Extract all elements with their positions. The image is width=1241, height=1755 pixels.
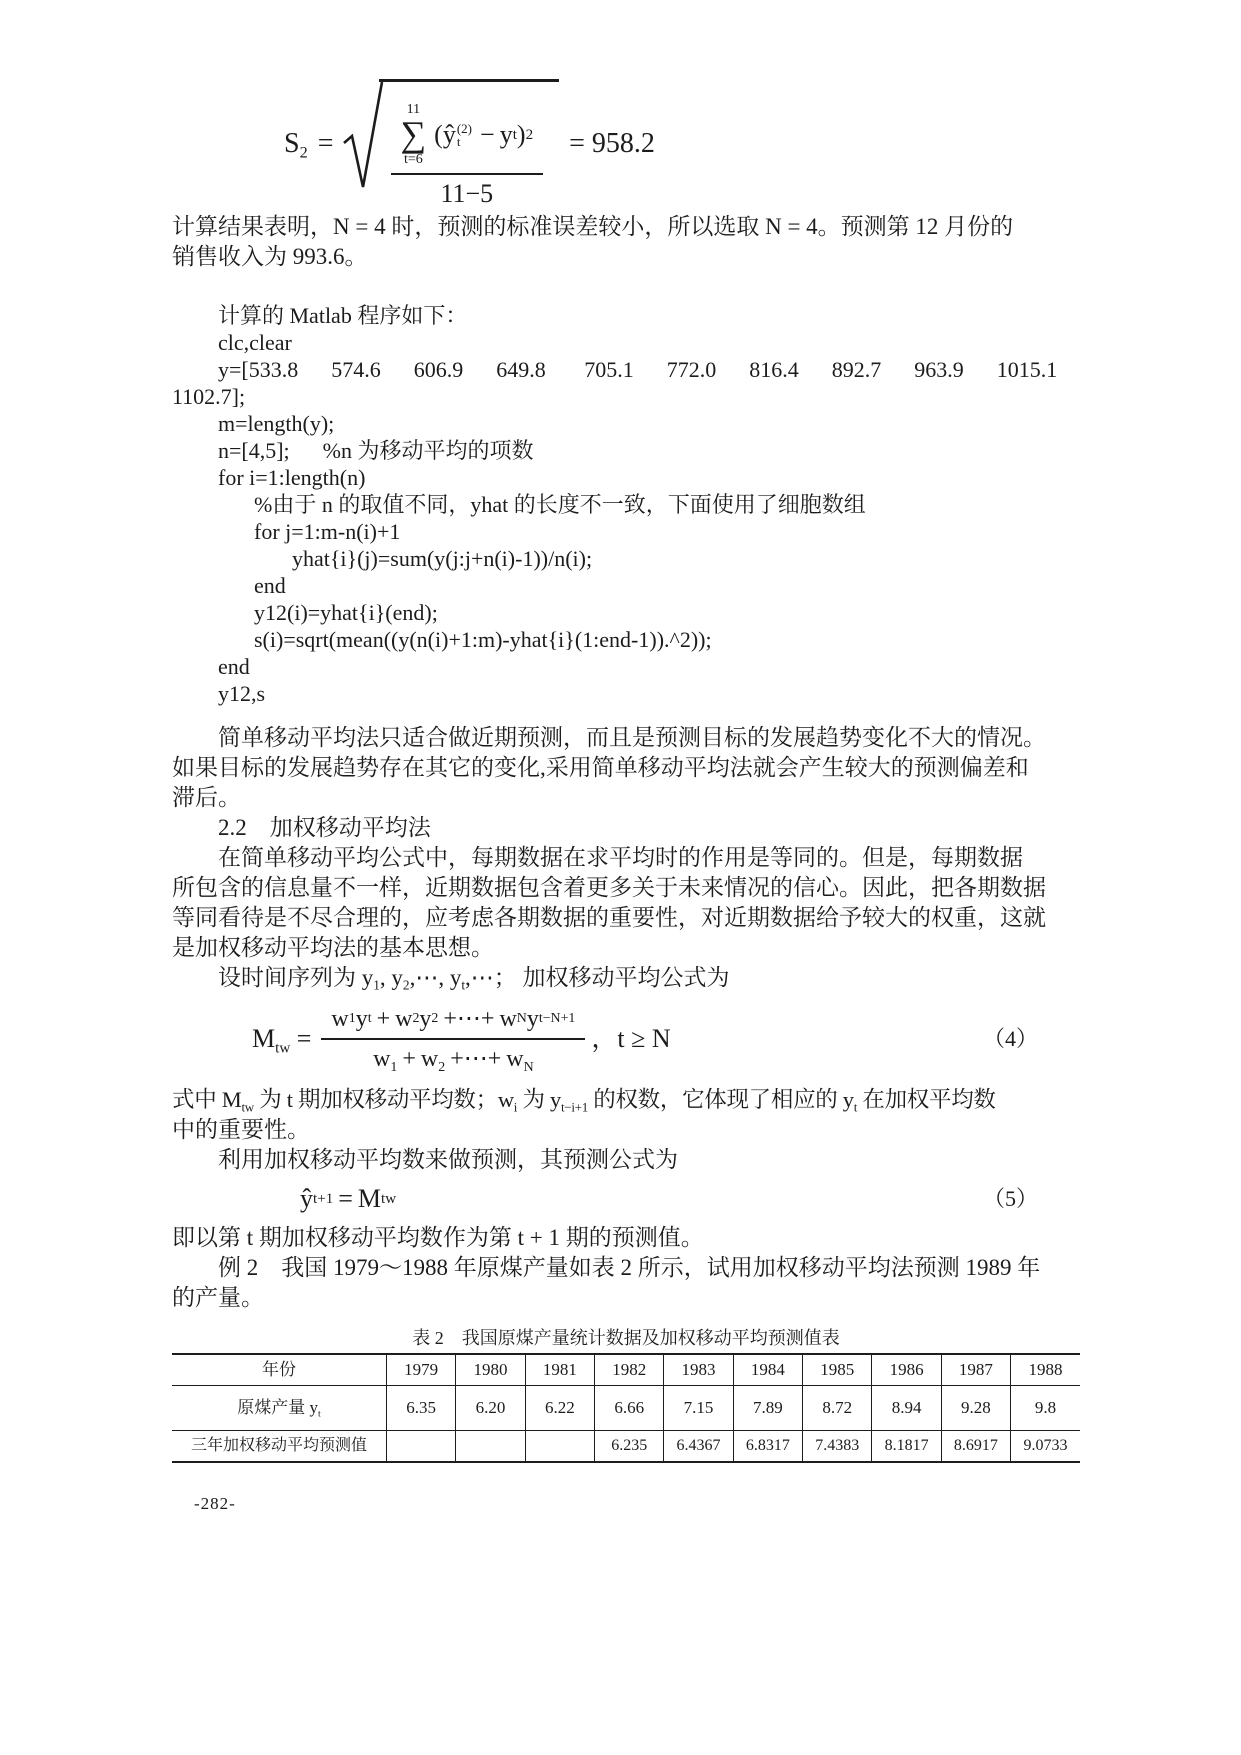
paragraph-result	[172, 212, 1080, 272]
code-line: m=length(y);	[218, 411, 335, 436]
table-cell: 9.0733	[1011, 1431, 1080, 1463]
text-line: 销售收入为 993.6。	[172, 244, 368, 269]
text-fragment: 为 t 期加权移动平均数；	[253, 1087, 498, 1112]
code-intro-line: 计算的 Matlab 程序如下：	[218, 303, 468, 328]
summation	[401, 102, 427, 167]
equation-number-4: （4）	[982, 1026, 1038, 1051]
section-heading-2-2: 2.2 加权移动平均法	[218, 815, 431, 840]
table-cell: 8.6917	[941, 1431, 1010, 1463]
text-line: 在简单移动平均公式中，每期数据在求平均时的作用是等同的。但是，每期数据	[218, 845, 1023, 870]
table-cell	[525, 1431, 594, 1463]
matlab-code	[172, 302, 1080, 707]
table-header-cell: 1981	[525, 1354, 594, 1386]
equals-sign: =	[317, 128, 334, 159]
table-header-cell: 1985	[803, 1354, 872, 1386]
text-line: 滞后。	[172, 785, 241, 810]
text-fragment: ,⋯,	[409, 965, 450, 990]
m-symbol: M	[221, 1087, 242, 1112]
table-row-forecast	[172, 1431, 1080, 1463]
table-cell: 7.89	[733, 1386, 802, 1431]
table-header-cell: 1982	[595, 1354, 664, 1386]
square-root	[342, 79, 560, 209]
equation-number-5: （5）	[982, 1186, 1038, 1211]
table-row-label	[172, 1386, 387, 1431]
table-header-row	[172, 1354, 1080, 1386]
w-symbol: w	[331, 1006, 349, 1032]
y-hat: ŷ	[300, 1184, 313, 1213]
table-cell: 9.8	[1011, 1386, 1080, 1431]
text-line	[172, 1085, 1080, 1115]
code-line: end	[218, 654, 250, 679]
y-symbol: y	[549, 1087, 561, 1112]
squared-error-term: ( ŷ (2) t − y t ) 2	[434, 119, 534, 149]
text-line: 是加权移动平均法的基本思想。	[172, 935, 494, 960]
text-line: 的产量。	[172, 1285, 264, 1310]
text-line: 计算结果表明，N = 4 时，预测的标准误差较小，所以选取 N = 4。预测第 12 月份的	[172, 214, 1014, 239]
plus-sign: +	[376, 1006, 391, 1032]
y-symbol: y	[361, 965, 374, 990]
table-2	[172, 1353, 1080, 1463]
comma: ，	[591, 1024, 618, 1053]
y-symbol: y	[391, 965, 403, 990]
table-caption: 表 2 我国原煤产量统计数据及加权移动平均预测值表	[412, 1328, 840, 1348]
y-subscript: 2	[402, 977, 410, 993]
s2-symbol: S	[284, 128, 300, 159]
y-hat: ŷ	[442, 119, 456, 149]
text-fragment: 设时间序列为	[218, 965, 362, 990]
fraction-numerator: w 1 y t + w 2 y 2 +⋯+ w N y t−N+1	[321, 1004, 585, 1040]
paren-open: (	[434, 119, 443, 149]
text-line: 所包含的信息量不一样，近期数据包含着更多关于未来情况的信心。因此，把各期数据	[172, 875, 1046, 900]
table-cell: 8.1817	[872, 1431, 941, 1463]
code-comment-line: %由于 n 的取值不同，yhat 的长度不一致，下面使用了细胞数组	[254, 492, 866, 517]
fraction-denominator: 11−5	[440, 178, 494, 208]
table-header-cell: 1988	[1011, 1354, 1080, 1386]
table-cell	[387, 1431, 456, 1463]
text-line: 例 2 我国 1979～1988 年原煤产量如表 2 所示，试用加权移动平均法预测 1989 年	[218, 1255, 1041, 1280]
text-fragment: 为	[517, 1087, 550, 1112]
radicand	[379, 79, 560, 209]
table-header-cell: 1986	[872, 1354, 941, 1386]
page-number: -282-	[194, 1494, 236, 1513]
w-subscript: 2	[438, 1059, 446, 1075]
sup-sub-stack	[457, 122, 472, 148]
sum-upper-limit: 11	[406, 102, 421, 118]
table-header-cell: 1987	[941, 1354, 1010, 1386]
w-symbol: w	[420, 1046, 439, 1072]
fraction-denominator	[373, 1040, 534, 1074]
text-line: 等同看待是不尽合理的，应考虑各期数据的重要性，对近期数据给予较大的权重，这就	[172, 905, 1046, 930]
text-line: 简单移动平均法只适合做近期预测，而且是预测目标的发展趋势变化不大的情况。	[218, 725, 1046, 750]
table-cell: 6.66	[595, 1386, 664, 1431]
code-line: yhat{i}(j)=sum(y(j:j+n(i)-1))/n(i);	[292, 546, 593, 571]
table-cell	[456, 1431, 525, 1463]
code-line: s(i)=sqrt(mean((y(n(i)+1:m)-yhat{i}(1:end-1)).^2));	[254, 627, 712, 652]
table-row-label: 三年加权移动平均预测值	[172, 1431, 387, 1463]
fraction	[321, 1004, 585, 1074]
table-cell: 6.235	[595, 1431, 664, 1463]
text-fragment: ,	[379, 965, 392, 990]
paragraph-example-2	[172, 1253, 1080, 1313]
y-hat-subscript: t	[456, 133, 461, 149]
m-symbol: M	[357, 1184, 382, 1213]
formula-5: ŷ t+1 = M tw （5）	[300, 1184, 1038, 1213]
w-symbol: w	[395, 1006, 413, 1032]
y-symbol: y	[419, 1006, 432, 1032]
text-fragment: 加权移动平均公式为	[522, 965, 730, 990]
table-cell: 8.94	[872, 1386, 941, 1431]
formula-4-lhs	[252, 1024, 312, 1057]
table-cell: 8.72	[803, 1386, 872, 1431]
ellipsis-plus: +⋯+	[443, 1006, 495, 1032]
radical-sign-icon	[342, 79, 384, 193]
condition-text: t ≥ N	[617, 1024, 671, 1053]
fraction-numerator	[391, 102, 544, 175]
equals-sign: =	[296, 1024, 312, 1053]
w-subscript: 1	[390, 1059, 398, 1075]
code-line: y=[533.8 574.6 606.9 649.8 705.1 772.0 816.4 892.7 963.9 1015.1	[218, 357, 1058, 382]
y-symbol: y	[842, 1087, 854, 1112]
y-symbol: y	[355, 1006, 368, 1032]
plus-sign: +	[402, 1046, 416, 1072]
code-line: y12,s	[218, 681, 266, 706]
w-symbol: w	[506, 1046, 524, 1072]
row-label-text: 原煤产量 y	[237, 1398, 318, 1417]
table-cell: 6.8317	[733, 1431, 802, 1463]
text-line: 如果目标的发展趋势存在其它的变化,采用简单移动平均法就会产生较大的预测偏差和	[172, 755, 1029, 780]
equals-sign: =	[338, 1184, 353, 1213]
code-line: end	[254, 573, 286, 598]
ellipsis-plus: +⋯+	[450, 1046, 502, 1072]
code-line: 1102.7];	[172, 384, 246, 409]
table-cell: 6.4367	[664, 1431, 733, 1463]
m-subscript: tw	[275, 1040, 291, 1057]
table-cell: 7.4383	[803, 1431, 872, 1463]
table-header-cell: 年份	[172, 1354, 387, 1386]
paragraph-use: 利用加权移动平均数来做预测，其预测公式为	[218, 1147, 678, 1172]
formula-s2-lhs	[284, 128, 308, 162]
paragraph-simple-limitation	[172, 723, 1080, 813]
y-subscript: t	[461, 977, 466, 993]
y-subscript: 1	[373, 977, 380, 993]
w-symbol: w	[373, 1046, 391, 1072]
text-fragment: 在加权平均数	[857, 1087, 996, 1112]
sequence-definition-line	[172, 963, 1080, 993]
table-header-cell: 1983	[664, 1354, 733, 1386]
paragraph-where	[172, 1085, 1080, 1145]
y-symbol: y	[499, 119, 513, 149]
y-subscript: t−i+1	[560, 1099, 588, 1115]
w-subscript: i	[513, 1099, 518, 1115]
fraction	[391, 102, 544, 209]
formula-4	[252, 997, 1080, 1081]
code-line: n=[4,5]; %n 为移动平均的项数	[218, 438, 534, 463]
table-cell: 6.20	[456, 1386, 525, 1431]
formula-s2-result: = 958.2	[569, 128, 655, 159]
sum-lower-limit: t=6	[403, 151, 423, 167]
y-symbol: y	[449, 965, 462, 990]
table-cell: 6.35	[387, 1386, 456, 1431]
table-header-cell: 1980	[456, 1354, 525, 1386]
minus-sign: −	[480, 119, 495, 149]
formula-4-condition	[591, 1024, 670, 1054]
text-fragment: ,⋯；	[465, 965, 523, 990]
code-line: for i=1:length(n)	[218, 465, 366, 490]
table-cell: 7.15	[664, 1386, 733, 1431]
y-subscript: t	[853, 1099, 858, 1115]
w-symbol: w	[497, 1087, 514, 1112]
y-hat-superscript: (2)	[456, 120, 473, 136]
formula-s2	[284, 84, 1080, 208]
text-fragment: 的权数，它体现了相应的	[587, 1087, 843, 1112]
w-symbol: w	[499, 1006, 517, 1032]
table-header-cell: 1984	[733, 1354, 802, 1386]
code-line: clc,clear	[218, 330, 292, 355]
m-subscript: tw	[241, 1099, 254, 1115]
table-row-production	[172, 1386, 1080, 1431]
row-label-subscript: t	[318, 1408, 321, 1420]
paren-close: )	[516, 119, 526, 149]
m-symbol: M	[252, 1024, 276, 1053]
code-line: for j=1:m-n(i)+1	[254, 519, 401, 544]
paragraph-follow: 即以第 t 期加权移动平均数作为第 t + 1 期的预测值。	[172, 1225, 704, 1250]
sigma-icon: ∑	[400, 114, 427, 155]
table-cell: 9.28	[941, 1386, 1010, 1431]
y-symbol: y	[526, 1006, 539, 1032]
code-line: y12(i)=yhat{i}(end);	[254, 600, 438, 625]
table-cell: 6.22	[525, 1386, 594, 1431]
s2-subscript: 2	[299, 143, 308, 162]
text-line: 中的重要性。	[172, 1117, 310, 1142]
table-header-cell: 1979	[387, 1354, 456, 1386]
paragraph-weighted-intro	[172, 843, 1080, 963]
w-subscript: N	[523, 1059, 534, 1075]
text-fragment: 式中	[172, 1087, 217, 1112]
